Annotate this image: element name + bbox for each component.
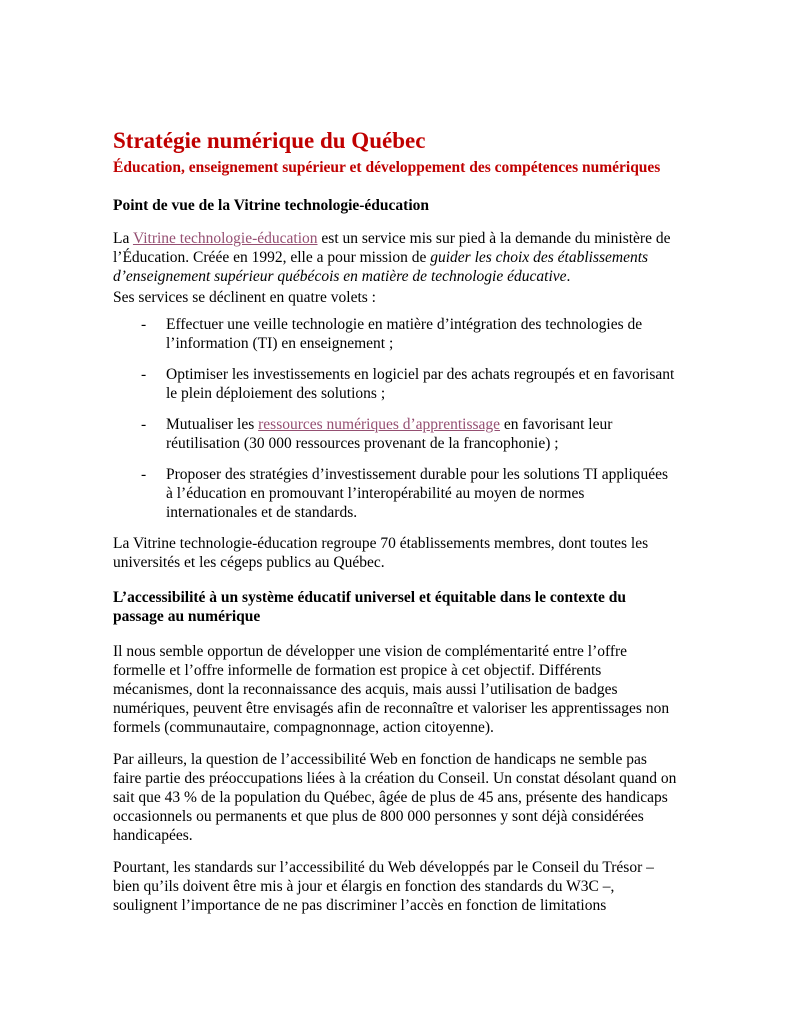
list-item-mutualiser bbox=[113, 415, 678, 453]
list-item-proposer-text: Proposer des stratégies d’investissement durable pour les solutions TI appliquées à l’éducation en promouvant l’interopérabilité au moyen de normes internationales et de standards. bbox=[166, 466, 669, 521]
document-subtitle: Éducation, enseignement supérieur et développement des compétences numériques bbox=[113, 159, 661, 176]
list-item-optimiser-text: Optimiser les investissements en logiciel par des achats regroupés et en favorisant le plein déploiement des solutions ; bbox=[166, 366, 675, 402]
services-list bbox=[113, 315, 678, 522]
vitrine-link[interactable]: Vitrine technologie-éducation bbox=[132, 230, 318, 247]
heading-accessibilite: L’accessibilité à un système éducatif universel et équitable dans le contexte du passage au numérique bbox=[113, 589, 627, 625]
services-intro-line: Ses services se déclinent en quatre volets : bbox=[113, 289, 376, 306]
list-item-optimiser bbox=[113, 365, 678, 403]
mutualiser-text-before-link: Mutualiser les bbox=[166, 416, 259, 433]
dash-marker: - bbox=[141, 466, 147, 483]
paragraph-complementarite: Il nous semble opportun de développer une vision de complémentarité entre l’offre formelle et l’offre informelle de formation est propice à cet objectif. Différents mécanismes, dont la reconnaissance des acquis, mais aussi l’utilisation de badges numériques, peuvent être envisagés afin de reconnaître et valoriser les apprentissages non formels (communautaire, compagnonnage, action citoyenne). bbox=[113, 643, 670, 736]
document-title: Stratégie numérique du Québec bbox=[113, 128, 426, 153]
paragraph-standards: Pourtant, les standards sur l’accessibilité du Web développés par le Conseil du Trésor – bien qu’ils doivent être mis à jour et élargis en fonction des standards du W3C –, soulignent l’importance de ne pas discriminer l’accès en fonction de limitations bbox=[113, 859, 654, 914]
paragraph-membres: La Vitrine technologie-éducation regroupe 70 établissements membres, dont toutes les universités et les cégeps publics au Québec. bbox=[113, 535, 649, 571]
heading-point-de-vue: Point de vue de la Vitrine technologie-éducation bbox=[113, 197, 430, 214]
list-item-proposer bbox=[113, 465, 678, 522]
intro-text-before-link: La bbox=[113, 230, 133, 247]
dash-marker: - bbox=[141, 316, 147, 333]
dash-marker: - bbox=[141, 416, 147, 433]
mission-italic-text: guider les choix des établissements d’enseignement supérieur québécois en matière de technologie éducative bbox=[113, 249, 649, 285]
dash-marker: - bbox=[141, 366, 147, 383]
list-item-veille-text: Effectuer une veille technologie en matière d’intégration des technologies de l’information (TI) en enseignement ; bbox=[166, 316, 643, 352]
list-item-veille bbox=[113, 315, 678, 353]
list-item-mutualiser-text bbox=[166, 416, 612, 452]
intro-text-after-link: est un service mis sur pied à la demande du ministère de l’Éducation. Créée en 1992, elle a pour mission de bbox=[113, 230, 671, 266]
paragraph-intro bbox=[113, 229, 678, 286]
ressources-link[interactable]: ressources numériques d’apprentissage bbox=[258, 416, 501, 433]
mutualiser-text-after-link: en favorisant leur réutilisation (30 000 ressources provenant de la francophonie) ; bbox=[166, 416, 613, 452]
intro-closing-period: . bbox=[566, 268, 571, 285]
paragraph-accessibilite-web: Par ailleurs, la question de l’accessibilité Web en fonction de handicaps ne semble pas faire partie des préoccupations liées à la création du Conseil. Un constat désolant quand on sait que 43 % de la population du Québec, âgée de plus de 45 ans, présente des handicaps occasionnels ou permanents et que plus de 800 000 personnes y sont déjà considérées handicapées. bbox=[113, 751, 677, 844]
